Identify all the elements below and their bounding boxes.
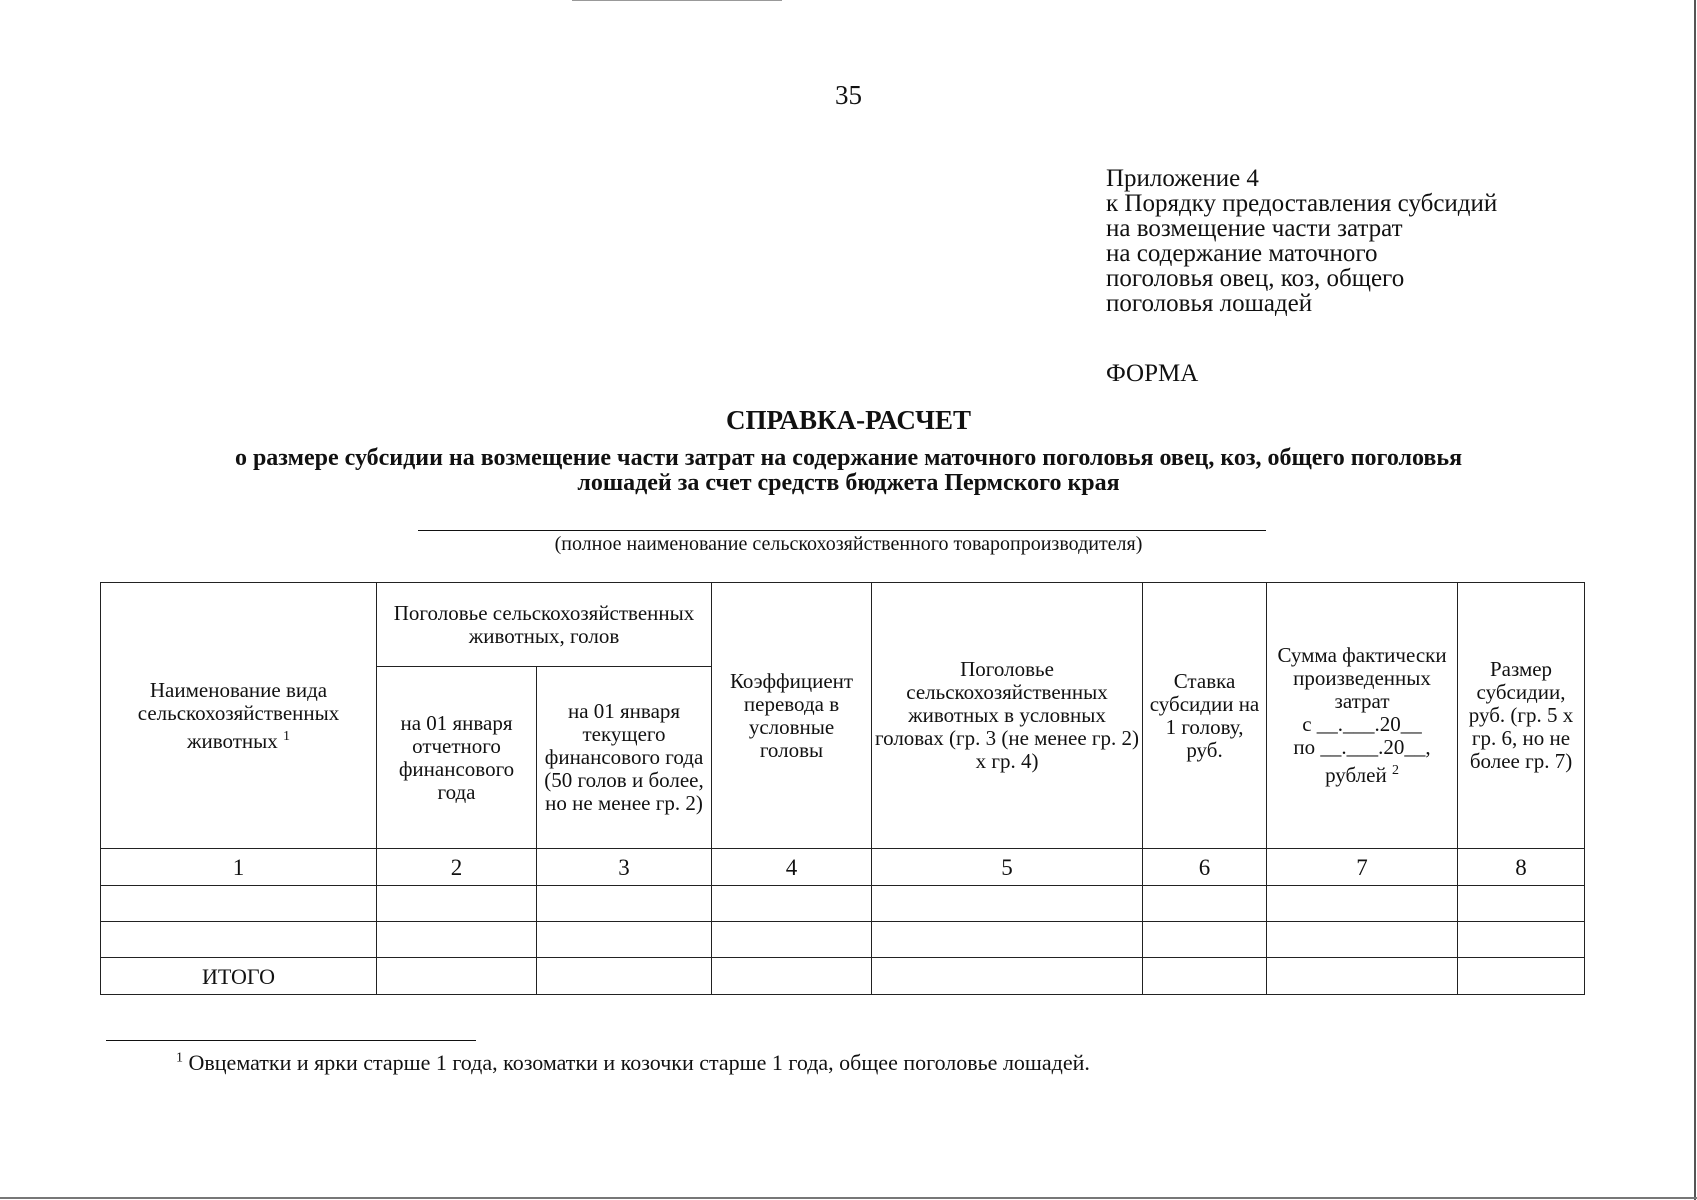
column-number: 4 (712, 849, 872, 886)
empty-cell (537, 886, 712, 922)
header-jan-reporting-year: на 01 января отчетного финансового года (377, 667, 537, 849)
footnote-text: Овцематки и ярки старше 1 года, козоматки и козочки старше 1 года, общее поголовье лошадей. (188, 1050, 1090, 1075)
page-number: 35 (835, 80, 862, 110)
document-title: СПРАВКА-РАСЧЕТ (726, 405, 971, 435)
costs-line: рублей $^2$ (1325, 763, 1399, 787)
footnote-ref: 1 (283, 728, 291, 744)
empty-cell (1458, 886, 1585, 922)
total-row (101, 958, 1585, 995)
footnote-ref: 2 (1391, 763, 1399, 778)
column-number: 7 (1267, 849, 1458, 886)
costs-line: Сумма фактически произведенных затрат (1277, 643, 1447, 713)
column-number: 8 (1458, 849, 1585, 886)
empty-cell (377, 958, 537, 995)
column-number: 1 (101, 849, 377, 886)
empty-cell (101, 922, 377, 958)
header-coefficient: Коэффициент перевода в условные головы (712, 583, 872, 849)
footnote-mark: 1 (176, 1050, 183, 1066)
document-subtitle (100, 446, 1597, 496)
column-number: 2 (377, 849, 537, 886)
scan-edge-right (1694, 0, 1696, 1200)
empty-cell (537, 922, 712, 958)
empty-cell (712, 958, 872, 995)
top-rule (572, 0, 782, 1)
empty-cell (377, 886, 537, 922)
table-row (101, 922, 1585, 958)
subtitle-line-1: о размере субсидии на возмещение части затрат на содержание маточного поголовья овец, коз, общего поголовья (234, 445, 1463, 471)
appendix-reference (1106, 166, 1497, 316)
column-number: 6 (1143, 849, 1267, 886)
appendix-line: к Порядку предоставления субсидий (1106, 190, 1498, 217)
appendix-line: поголовья овец, коз, общего (1106, 265, 1405, 292)
costs-line: с __.___.20__ (1302, 712, 1422, 736)
header-actual-costs (1267, 583, 1458, 849)
header-rate: Ставка субсидии на 1 голову, руб. (1143, 583, 1267, 849)
total-label: ИТОГО (101, 958, 377, 995)
subtitle-line-2: лошадей за счет средств бюджета Пермского края (577, 470, 1120, 496)
footnote (176, 1050, 1090, 1076)
subsidy-calculation-table (100, 582, 1585, 995)
costs-line: по __.___.20__, (1293, 735, 1431, 759)
producer-name-field-line (418, 530, 1266, 531)
empty-cell (537, 958, 712, 995)
form-label: ФОРМА (1106, 360, 1199, 387)
empty-cell (1143, 922, 1267, 958)
appendix-line: на содержание маточного (1106, 240, 1378, 267)
column-number: 5 (872, 849, 1143, 886)
empty-cell (1267, 922, 1458, 958)
producer-name-caption: (полное наименование сельскохозяйственного товаропроизводителя) (554, 533, 1143, 555)
empty-cell (1143, 886, 1267, 922)
empty-cell (872, 922, 1143, 958)
appendix-line: Приложение 4 (1106, 165, 1259, 192)
scan-edge-bottom (0, 1197, 1697, 1199)
empty-cell (712, 922, 872, 958)
empty-cell (1458, 922, 1585, 958)
empty-cell (872, 886, 1143, 922)
empty-cell (1143, 958, 1267, 995)
header-animal-type: Наименование вида сельскохозяйственных животных $^1$ (101, 583, 377, 849)
column-number: 3 (537, 849, 712, 886)
header-subsidy-size: Размер субсидии, руб. (гр. 5 х гр. 6, но не более гр. 7) (1458, 583, 1585, 849)
empty-cell (101, 886, 377, 922)
empty-cell (1267, 886, 1458, 922)
footnote-separator (106, 1040, 476, 1041)
header-jan-current-year: на 01 января текущего финансового года (50 голов и более, но не менее гр. 2) (537, 667, 712, 849)
column-number-row (101, 849, 1585, 886)
header-conditional-heads: Поголовье сельскохозяйственных животных в условных головах (гр. 3 (не менее гр. 2) х гр. 4) (872, 583, 1143, 849)
header-livestock-group: Поголовье сельскохозяйственных животных, голов (377, 583, 712, 667)
empty-cell (872, 958, 1143, 995)
empty-cell (1458, 958, 1585, 995)
table-row (101, 886, 1585, 922)
appendix-line: на возмещение части затрат (1106, 215, 1403, 242)
empty-cell (377, 922, 537, 958)
appendix-line: поголовья лошадей (1106, 290, 1313, 317)
empty-cell (712, 886, 872, 922)
empty-cell (1267, 958, 1458, 995)
